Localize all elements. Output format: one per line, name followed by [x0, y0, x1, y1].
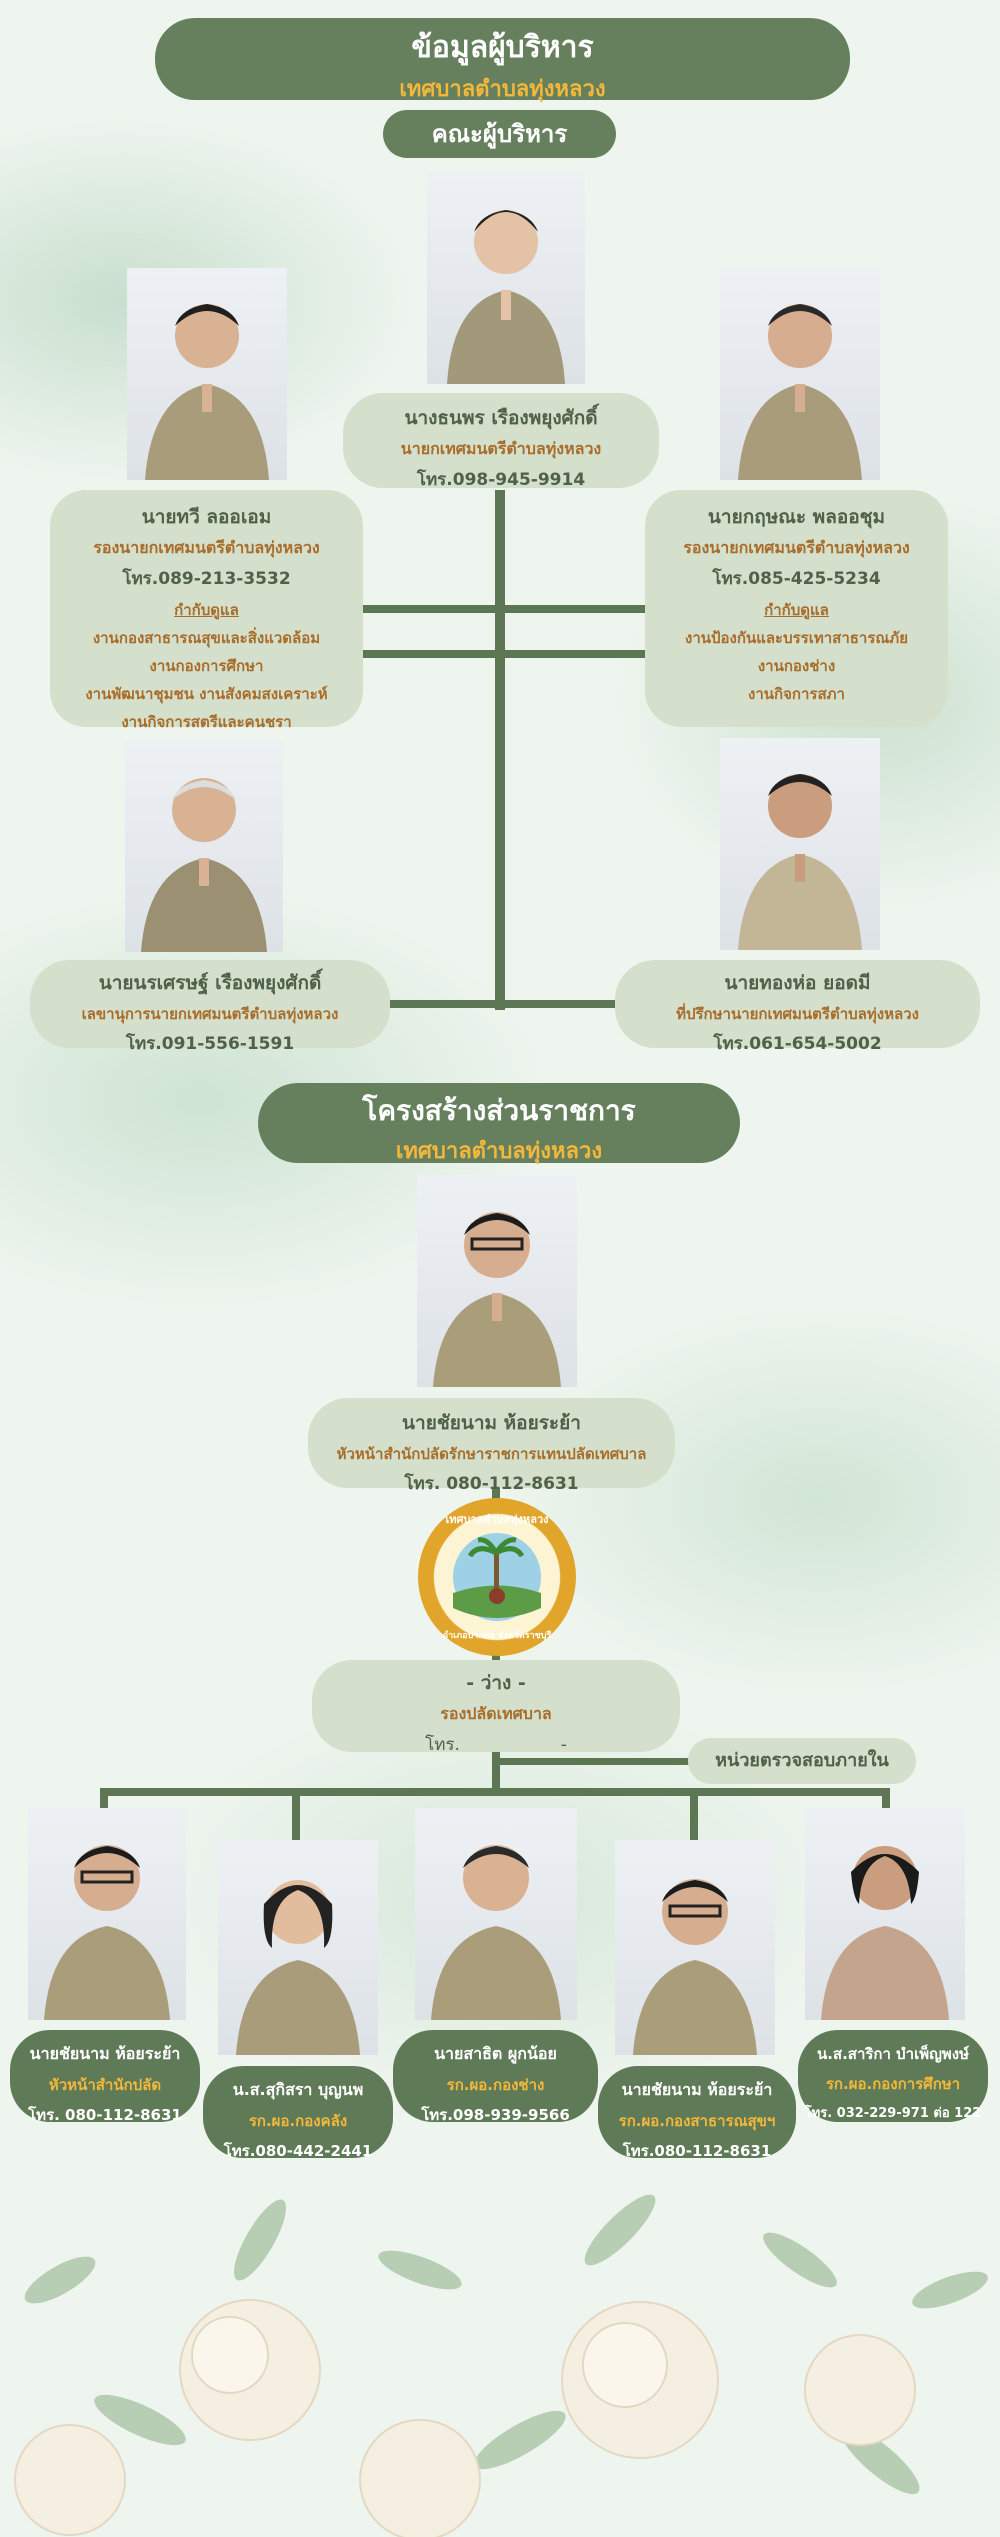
deputy-clerk-tel-value: -: [560, 1735, 567, 1755]
executives-label: คณะผู้บริหาร: [383, 110, 616, 158]
deputy-right-resp-label: กำกับดูแล: [764, 601, 829, 619]
dept-3-role: รก.ผอ.กองช่าง: [446, 2076, 545, 2094]
deputy-left-resp-label: กำกับดูแล: [174, 601, 239, 619]
dept-1-photo: [28, 1808, 186, 2020]
deputy-left-task: งานกองการศึกษา: [149, 657, 264, 675]
deputy-left-role: รองนายกเทศมนตรีตำบลทุ่งหลวง: [93, 538, 320, 557]
deputy-clerk-tel-label: โทร.: [425, 1735, 460, 1755]
dept-3-photo: [415, 1808, 577, 2020]
dept-2-card: [203, 2066, 393, 2158]
dept-4-card: [598, 2066, 796, 2158]
secretary-photo: [125, 740, 283, 952]
deputy-clerk-name: - ว่าง -: [466, 1672, 526, 1694]
deputy-left-task: งานกิจการสตรีและคนชรา: [121, 713, 292, 731]
deputy-right-photo: [720, 268, 880, 480]
advisor-name: นายทองห่อ ยอดมี: [724, 972, 871, 994]
structure-subtitle: เทศบาลตำบลทุ่งหลวง: [395, 1139, 603, 1164]
dept-3-name: นายสาธิต ผูกน้อย: [434, 2044, 557, 2063]
deputy-left-name: นายทวี ลออเอม: [141, 506, 272, 528]
dept-2-photo: [218, 1840, 378, 2055]
dept-4-tel: โทร.080-112-8631: [622, 2142, 772, 2160]
mayor-card: [343, 393, 659, 488]
dept-3-tel: โทร.098-939-9566: [421, 2106, 570, 2124]
deputy-right-name: นายกฤษณะ พลออชุม: [707, 506, 886, 528]
deputy-right-task: งานกองช่าง: [757, 657, 836, 675]
deputy-right-task: งานกิจการสภา: [748, 685, 845, 703]
exec-vertical-line: [495, 490, 505, 1010]
secretary-card: [30, 960, 390, 1054]
clerk-tel: โทร. 080-112-8631: [404, 1474, 579, 1494]
audit-unit-label: หน่วยตรวจสอบภายใน: [688, 1738, 916, 1784]
dept-5-card: [798, 2030, 988, 2122]
decorative-flowers: [0, 2160, 1000, 2537]
deputy-clerk-role: รองปลัดเทศบาล: [440, 1704, 552, 1723]
municipality-seal: [418, 1498, 576, 1656]
header-subtitle: เทศบาลตำบลทุ่งหลวง: [399, 77, 606, 102]
deputy-left-task: งานกองสาธารณสุขและสิ่งแวดล้อม: [92, 629, 321, 647]
dept-4-role: รก.ผอ.กองสาธารณสุขฯ: [618, 2112, 776, 2130]
clerk-photo: [417, 1175, 577, 1387]
dept-1-tel: โทร. 080-112-8631: [28, 2106, 182, 2124]
deputy-right-tel: โทร.085-425-5234: [712, 569, 881, 589]
dept-1-card: [10, 2030, 200, 2122]
deputy-left-card: [50, 490, 363, 731]
mayor-name: นางธนพร เรืองพยุงศักดิ์: [404, 407, 598, 429]
dept-2-name: น.ส.สุกิสรา บุญนพ: [232, 2080, 364, 2099]
clerk-card: [308, 1398, 675, 1494]
advisor-card: [615, 960, 980, 1054]
dept-4-name: นายชัยนาม ห้อยระย้า: [621, 2080, 773, 2099]
mayor-role: นายกเทศมนตรีตำบลทุ่งหลวง: [400, 439, 602, 458]
exec-horizontal-line-2: [362, 650, 647, 658]
deputy-clerk-card: [312, 1660, 680, 1755]
dept-5-photo: [805, 1808, 965, 2020]
advisor-tel: โทร.061-654-5002: [713, 1034, 882, 1054]
deputy-right-role: รองนายกเทศมนตรีตำบลทุ่งหลวง: [683, 538, 910, 557]
structure-banner: [258, 1083, 740, 1163]
dept-drop-5: [882, 1788, 890, 1810]
deputy-right-card: [645, 490, 948, 727]
dept-4-photo: [615, 1840, 775, 2055]
dept-5-role: รก.ผอ.กองการศึกษา: [825, 2075, 961, 2093]
seal-top-text: เทศบาลตำบลทุ่งหลวง: [445, 1513, 549, 1526]
clerk-name: นายชัยนาม ห้อยระย้า: [402, 1412, 581, 1434]
dept-1-name: นายชัยนาม ห้อยระย้า: [29, 2044, 181, 2063]
exec-horizontal-line: [362, 605, 647, 613]
dept-drop-2: [292, 1788, 300, 1840]
seal-bottom-text: อำเภอปากท่อ จังหวัดราชบุรี: [442, 1631, 552, 1641]
deputy-left-task: งานพัฒนาชุมชน งานสังคมสงเคราะห์: [85, 685, 328, 703]
dept-1-role: หัวหน้าสำนักปลัด: [48, 2076, 162, 2094]
mayor-photo: [427, 172, 585, 384]
advisor-photo: [720, 738, 880, 950]
deputy-left-photo: [127, 268, 287, 480]
deputy-right-task: งานป้องกันและบรรเทาสาธารณภัย: [685, 629, 908, 647]
advisor-role: ที่ปรึกษานายกเทศมนตรีตำบลทุ่งหลวง: [676, 1005, 919, 1023]
dept-2-tel: โทร.080-442-2441: [223, 2142, 373, 2160]
header-banner: [155, 18, 850, 100]
departments-horizontal-line: [100, 1788, 890, 1796]
structure-title: โครงสร้างส่วนราชการ: [362, 1094, 636, 1127]
mayor-tel: โทร.098-945-9914: [416, 470, 586, 490]
dept-3-card: [393, 2030, 598, 2122]
dept-drop-1: [100, 1788, 108, 1810]
dept-5-name: น.ส.สาริกา บำเพ็ญพงษ์: [816, 2045, 969, 2063]
dept-2-role: รก.ผอ.กองคลัง: [248, 2112, 348, 2130]
dept-5-tel: โทร. 032-229-971 ต่อ 122: [804, 2106, 982, 2121]
exec-bottom-line: [385, 1000, 615, 1008]
dept-drop-4: [690, 1788, 698, 1840]
secretary-tel: โทร.091-556-1591: [125, 1034, 295, 1054]
header-title: ข้อมูลผู้บริหาร: [411, 30, 594, 65]
clerk-role: หัวหน้าสำนักปลัดรักษาราชการแทนปลัดเทศบาล: [336, 1445, 647, 1463]
secretary-name: นายนรเศรษฐ์ เรืองพยุงศักดิ์: [98, 972, 322, 994]
audit-connector-line: [496, 1758, 691, 1765]
secretary-role: เลขานุการนายกเทศมนตรีตำบลทุ่งหลวง: [81, 1005, 339, 1023]
deputy-left-tel: โทร.089-213-3532: [122, 569, 291, 589]
deputy-clerk-tel: [312, 1731, 680, 1758]
